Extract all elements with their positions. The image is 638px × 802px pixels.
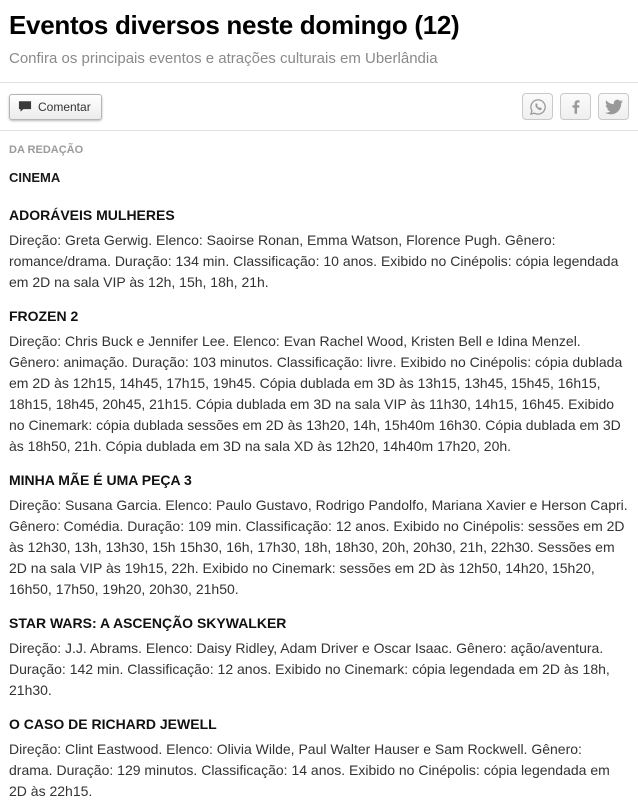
movie-title: FROZEN 2: [9, 308, 79, 324]
comment-bubble-icon: [18, 100, 32, 113]
facebook-share-button[interactable]: [560, 93, 591, 120]
twitter-share-button[interactable]: [598, 93, 629, 120]
twitter-icon: [605, 98, 623, 116]
whatsapp-icon: [529, 98, 547, 116]
movie-title: O CASO DE RICHARD JEWELL: [9, 716, 217, 732]
comment-button[interactable]: [9, 94, 102, 120]
movie-listing: [9, 308, 629, 457]
divider: [0, 130, 638, 131]
movie-title: STAR WARS: A ASCENÇÃO SKYWALKER: [9, 615, 287, 631]
page-subtitle: Confira os principais eventos e atrações culturais em Uberlândia: [9, 50, 438, 67]
movie-details: Direção: Susana Garcia. Elenco: Paulo Gustavo, Rodrigo Pandolfo, Mariana Xavier e Herson Capri. Gênero: Comédia. Duração: 109 min. Classificação: 12 anos. Exibido no Cinépolis: sessões em 2D às 12h30, 13h, 13h30, 15h 15h30, 16h, 17h30, 18h, 18h30, 20h, 20h30, 21h, 22h30. Sessões em 2D na sala VIP às 19h15, 22h. Exibido no Cinemark: sessões em 2D às 12h50, 14h20, 15h20, 16h50, 17h50, 19h20, 20h30, 21h50.: [9, 497, 628, 597]
movie-listing: [9, 472, 629, 600]
comment-button-label: Comentar: [38, 99, 91, 114]
movie-title: MINHA MÃE É UMA PEÇA 3: [9, 472, 192, 488]
article-page: [0, 10, 638, 802]
movie-listing: [9, 207, 629, 293]
section-heading-cinema: CINEMA: [9, 170, 61, 185]
article-body: [0, 144, 638, 802]
page-title: Eventos diversos neste domingo (12): [9, 10, 460, 40]
movie-title: ADORÁVEIS MULHERES: [9, 207, 175, 223]
movie-details: Direção: J.J. Abrams. Elenco: Daisy Ridley, Adam Driver e Oscar Isaac. Gênero: ação/aventura. Duração: 142 min. Classificação: 12 anos. Exibido no Cinemark: cópia legendada em 2D às 18h, 21h30.: [9, 640, 610, 698]
movie-details: Direção: Greta Gerwig. Elenco: Saoirse Ronan, Emma Watson, Florence Pugh. Gênero: romance/drama. Duração: 134 min. Classificação: 10 anos. Exibido no Cinépolis: cópia legendada em 2D na sala VIP às 12h, 15h, 18h, 21h.: [9, 232, 619, 290]
whatsapp-share-button[interactable]: [522, 93, 553, 120]
article-header: [0, 10, 638, 67]
share-buttons: [522, 93, 629, 120]
action-toolbar: [0, 83, 638, 130]
movie-details: Direção: Clint Eastwood. Elenco: Olivia Wilde, Paul Walter Hauser e Sam Rockwell. Gênero: drama. Duração: 129 minutos. Classificação: 14 anos. Exibido no Cinépolis: cópia legendada em 2D às 22h15.: [9, 741, 610, 799]
movie-listing: [9, 716, 629, 802]
movie-list: [9, 207, 629, 802]
facebook-icon: [567, 98, 585, 116]
movie-details: Direção: Chris Buck e Jennifer Lee. Elenco: Evan Rachel Wood, Kristen Bell e Idina Menzel. Gênero: animação. Duração: 103 minutos. Classificação: livre. Exibido no Cinépolis: cópia dublada em 2D às 12h15, 14h45, 17h15, 19h45. Cópia dublada em 3D às 13h15, 13h45, 15h45, 16h15, 18h15, 18h45, 20h45, 21h15. Cópia dublada em 3D na sala VIP às 11h30, 14h15, 16h45. Exibido no Cinemark: cópia dublada sessões em 2D às 13h20, 14h, 15h40m 16h30. Cópia dublada em 3D às 18h50, 21h. Cópia dublada em 3D na sala XD às 12h20, 14h40m 17h20, 20h.: [9, 333, 623, 454]
byline: DA REDAÇÃO: [9, 144, 84, 156]
movie-listing: [9, 615, 629, 701]
